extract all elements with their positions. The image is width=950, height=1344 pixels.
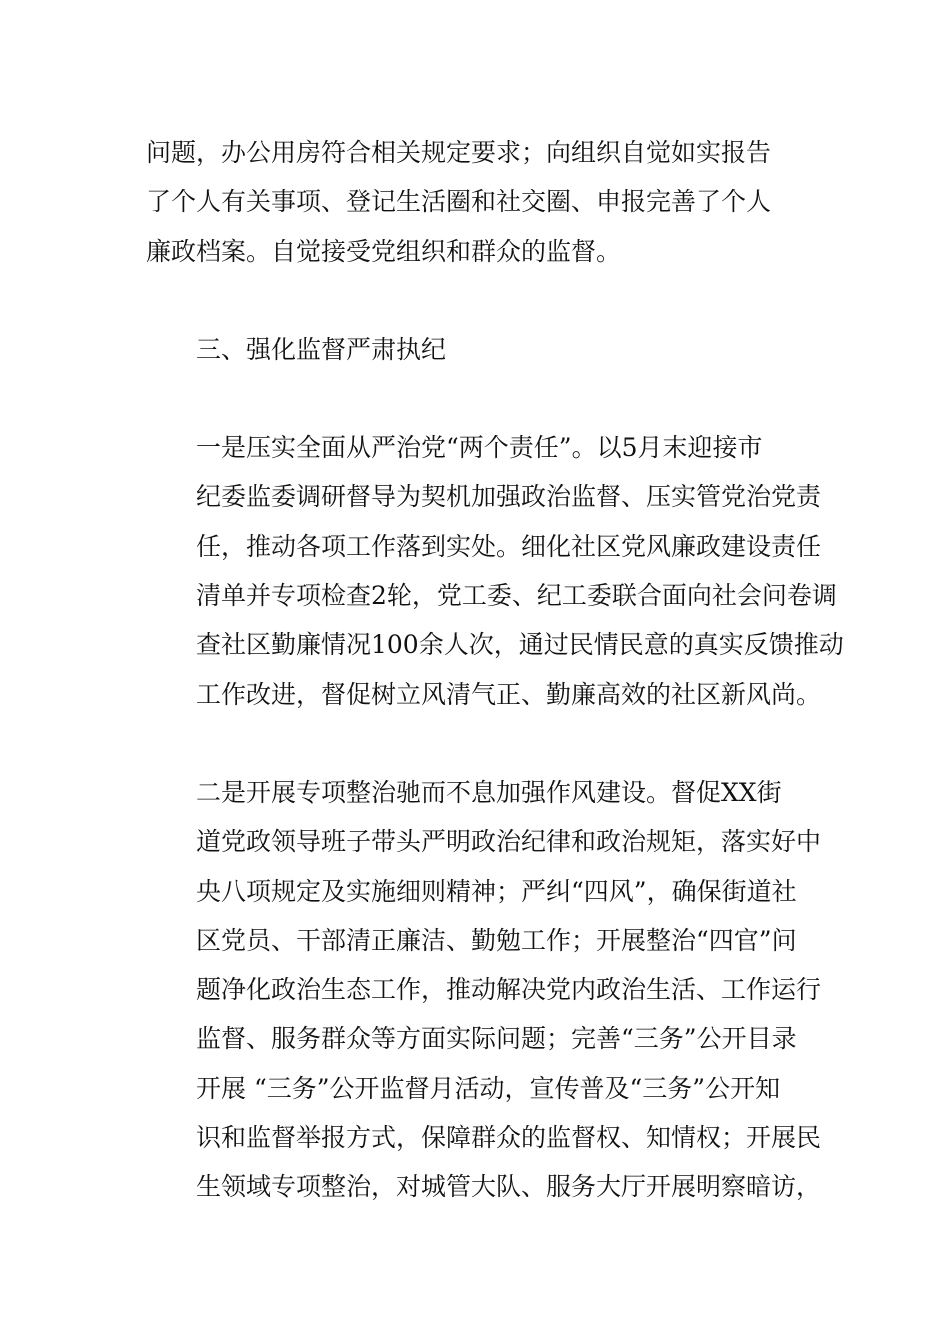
section-heading [146, 325, 811, 374]
text-line: 生领域专项整治，对城管大队、服务大厅开展明察暗访， [196, 1172, 822, 1202]
text-line: 监督、服务群众等方面实际问题；完善“三务”公开目录 [196, 1024, 797, 1054]
text-line: 任，推动各项工作落到实处。细化社区党风廉政建设责任 [196, 531, 822, 561]
text-line: 识和监督举报方式，保障群众的监督权、知情权；开展民 [196, 1123, 822, 1153]
text-line: 开展 “三务”公开监督月活动，宣传普及“三务”公开知 [196, 1073, 781, 1103]
text-line: 题净化政治生态工作，推动解决党内政治生活、工作运行 [196, 975, 822, 1005]
text-line: 廉政档案。自觉接受党组织和群众的监督。 [146, 236, 622, 266]
text-line: 区党员、干部清正廉洁、勤勉工作；开展整治“四官”问 [196, 925, 797, 955]
text-line: 道党政领导班子带头严明政治纪律和政治规矩，落实好中 [196, 827, 822, 857]
text-line: 清单并专项检查2轮，党工委、纪工委联合面向社会问卷调 [196, 581, 837, 611]
paragraph-gap [146, 719, 811, 768]
text-line: 了个人有关事项、登记生活圈和社交圈、申报完善了个人 [146, 187, 772, 217]
text-line: 央八项规定及实施细则精神；严纠“四风”，确保街道社 [196, 876, 797, 906]
paragraph-gap [146, 374, 811, 423]
text-line: 二是开展专项整治驰而不息加强作风建设。督促XX街 [196, 777, 782, 807]
text-line: 纪委监委调研督导为契机加强政治监督、压实管党治党责 [196, 482, 822, 512]
paragraph-one [146, 423, 844, 719]
heading-text: 三、强化监督严肃执纪 [196, 334, 447, 364]
paragraph-gap [146, 276, 811, 325]
document-body [146, 128, 844, 1212]
paragraph-continuation [146, 128, 811, 276]
text-line: 一是压实全面从严治党“两个责任”。以5月末迎接市 [196, 433, 763, 463]
text-line: 查社区勤廉情况100余人次，通过民情民意的真实反馈推动 [196, 630, 844, 660]
text-line: 问题，办公用房符合相关规定要求；向组织自觉如实报告 [146, 138, 772, 167]
text-line: 工作改进，督促树立风清气正、勤廉高效的社区新风尚。 [196, 679, 822, 709]
paragraph-two [146, 768, 822, 1212]
